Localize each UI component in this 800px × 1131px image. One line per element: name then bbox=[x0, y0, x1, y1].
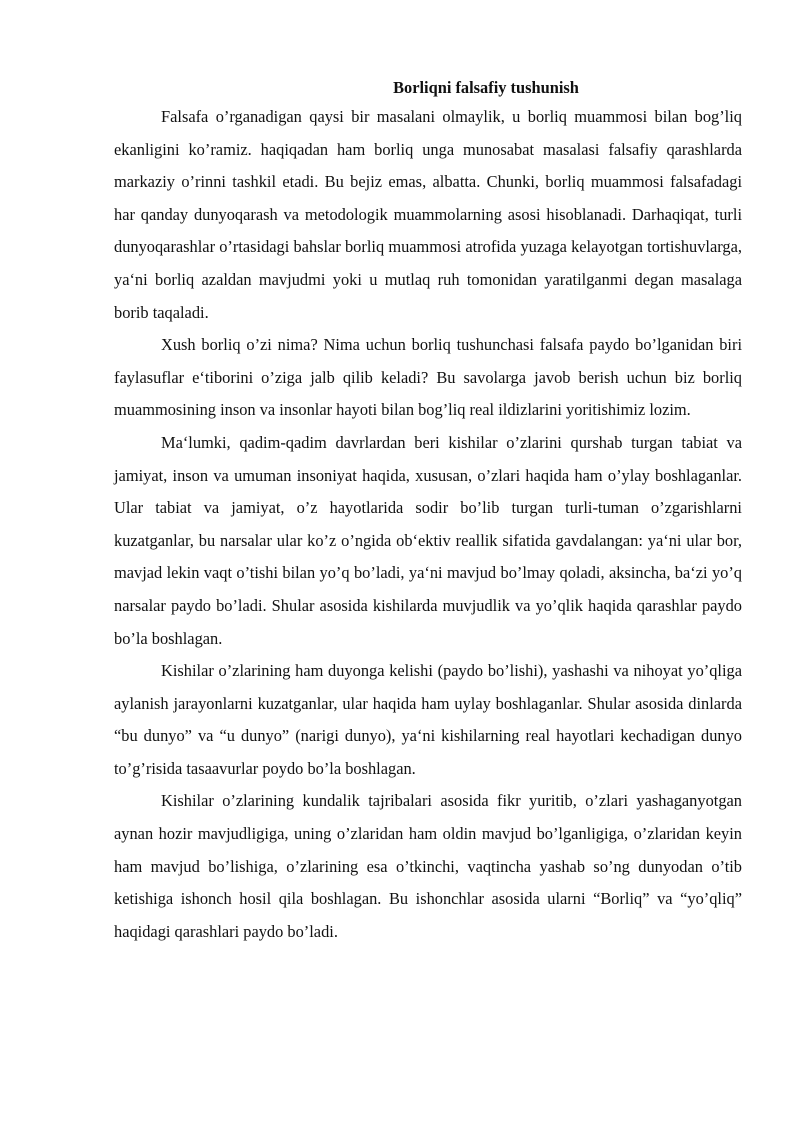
paragraph-3: Ma‘lumki, qadim-qadim davrlardan beri kishilar o’zlarini qurshab turgan tabiat va jamiyat, inson va umuman insoniyat haqida, xususan, o’zlari haqida ham o’ylay boshlaganlar. Ular tabiat va jamiyat, o’z hayotlarida sodir bo’lib turgan turli-tuman o’zgarishlarni kuzatganlar, bu narsalar ular ko’z o’ngida ob‘ektiv reallik sifatida gavdalangan: ya‘ni ular bor, mavjad lekin vaqt o’tishi bilan yo’q bo’ladi, ya‘ni mavjud bo’lmay qoladi, aksincha, ba‘zi yo’q narsalar paydo bo’ladi. Shular asosida kishilarda muvjudlik va yo’qlik haqida qarashlar paydo bo’la boshlagan. bbox=[114, 432, 742, 648]
document-title: Borliqni falsafiy tushunish bbox=[393, 78, 579, 97]
paragraph-1: Falsafa o’rganadigan qaysi bir masalani olmaylik, u borliq muammosi bilan bog’liq ekanligini ko’ramiz. haqiqadan ham borliq unga munosabat masalasi falsafiy qarashlarda markaziy o’rinni tashkil etadi. Bu bejiz emas, albatta. Chunki, borliq muammosi falsafadagi har qanday dunyoqarash va metodologik muammolarning asosi hisoblanadi. Darhaqiqat, turli dunyoqarashlar o’rtasidagi bahslar borliq muammosi atrofida yuzaga kelayotgan tortishuvlarga, ya‘ni borliq azaldan mavjudmi yoki u mutlaq ruh tomonidan yaratilganmi degan masalaga borib taqaladi. bbox=[114, 107, 742, 322]
paragraph-4: Kishilar o’zlarining ham duyonga kelishi (paydo bo’lishi), yashashi va nihoyat yo’qliga aylanish jarayonlarni kuzatganlar, ular haqida ham uylay boshlaganlar. Shular asosida dinlarda “bu dunyo” va “u dunyo” (narigi dunyo), ya‘ni kishilarning real hayotlari kechadigan dunyo to’g’risida tasaavurlar poydo bo’la boshlagan. bbox=[114, 661, 742, 778]
paragraph-2: Xush borliq o’zi nima? Nima uchun borliq tushunchasi falsafa paydo bo’lganidan biri faylasuflar e‘tiborini o’ziga jalb qilib keladi? Bu savolarga javob berish uchun biz borliq muammosining inson va insonlar hayoti bilan bog’liq real ildizlarini yoritishimiz lozim. bbox=[114, 335, 742, 420]
document-page bbox=[114, 76, 742, 948]
paragraph-5: Kishilar o’zlarining kundalik tajribalari asosida fikr yuritib, o’zlari yashaganyotgan aynan hozir mavjudligiga, uning o’zlaridan ham oldin mavjud bo’lganligiga, o’zlaridan keyin ham mavjud bo’lishiga, o’zlarining esa o’tkinchi, vaqtincha yashab so’ng dunyodan o’tib ketishiga ishonch hosil qila boshlagan. Bu ishonchlar asosida ularni “Borliq” va “yo’qliq” haqidagi qarashlari paydo bo’ladi. bbox=[114, 791, 742, 941]
